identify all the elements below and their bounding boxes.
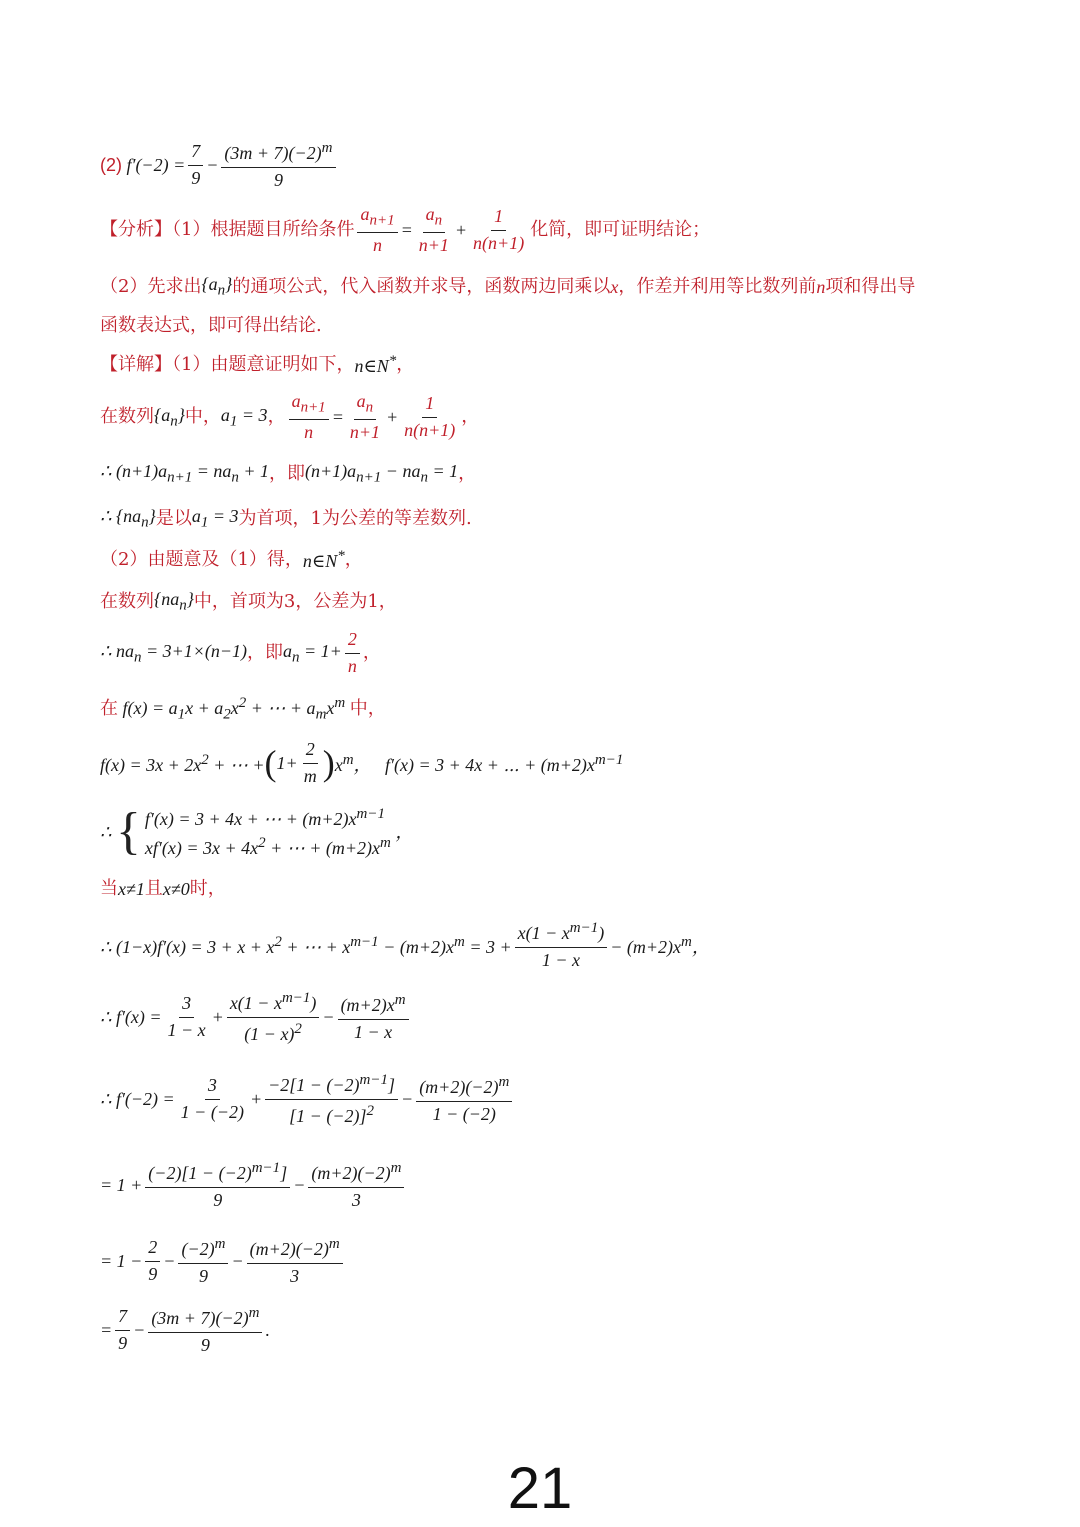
detail-line-6: 在数列 $\{na_n\}$ 中，首项为3，公差为1， [100,589,397,614]
detail-line-3: ∴ $(n+1)a_{n+1} = na_n + 1$ ，即 $(n+1)a_{n+1} - na_n = 1$ ， [100,461,477,486]
detail-line-10: ∴ { f′(x) = 3 + 4x + ⋯ + $(m+2)x^{m-1}$ $xf'(x) = 3x + 4x^2$ + ⋯ + $(m+2)x^m$ ， [100,803,414,860]
analysis-line-1: 【分析】（1）根据题目所给条件 $\frac{a_{n+1}}{n}$ = $\frac{a_n}{n+1}$ + $\frac{1}{n(n+1)}$ 化简，即可证明结论； [100,204,711,256]
detail-line-9: $f(x) = 3x + 2x^2$ + ⋯ + ( 1+ $\frac{2}{m}$ ) $x^m$， f′(x) = 3 + 4x + ⋯ + $(m+2)x^{m-1}$ [100,739,624,786]
analysis-line-2: （2）先求出 $\{a_n\}$ 的通项公式，代入函数并求导，函数两边同乘以 x ，作差并利用等比数列前 n 项和得出导 [100,274,916,299]
detail-line-14: ∴ f′(−2) = $\frac{3}{1 - (-2)}$ + $\frac{-2[1 - (-2)^{m-1}]}{[1 - (-2)]^2}$ − $\frac{(m+2)(-2)^m}{1 - (-2)}$ [100,1072,515,1127]
detail-line-11: 当 x≠1 且 x≠0 时， [100,878,226,899]
detail-line-12: ∴ $(1-x)f'(x) = 3 + x + x^2$ + ⋯ + $x^{m-1} - (m+2)x^m = 3$ + $\frac{x(1 - x^{m-1})}{1 - x}$ − $(m+2)x^m$， [100,920,710,970]
detail-line-15: = 1 + $\frac{(-2)[1 - (-2)^{m-1}]}{9}$ − $\frac{(m+2)(-2)^m}{3}$ [100,1160,407,1211]
detail-line-13: ∴ f′(x) = $\frac{3}{1 - x}$ + $\frac{x(1 - x^{m-1})}{(1 - x)^2}$ − $\frac{(m+2)x^m}{1 - x}$ [100,990,412,1045]
analysis-line-3: 函数表达式，即可得出结论. [100,315,322,336]
detail-line-4: ∴ $\{na_n\}$ 是以 $a_1 = 3$ 为首项，1为公差的等差数列. [100,506,472,531]
detail-line-5: （2）由题意及（1）得， n∈N* ， [100,548,363,571]
answer-part2-line: (2) f′(−2) = $\frac{7}{9}$ − $\frac{(3m + 7)(-2)^m}{9}$ [100,140,339,191]
detail-line-16: = 1 − $\frac{2}{9}$ − $\frac{(-2)^m}{9}$ − $\frac{(m+2)(-2)^m}{3}$ [100,1236,346,1287]
detail-line-7: ∴ $na_n = 3+1\times(n-1)$ ，即 $a_n = 1+$ $\frac{2}{n}$ ， [100,629,381,676]
detail-line-1: 【详解】（1）由题意证明如下， n∈N* ， [100,353,415,376]
detail-line-2: 在数列 $\{a_n\}$ 中， $a_1 = 3$ ， $\frac{a_{n+1}}{n}$ = $\frac{a_n}{n+1}$ + $\frac{1}{n(n+1)}$ ， [100,391,480,443]
detail-line-17: = $\frac{7}{9}$ − $\frac{(3m + 7)(-2)^m}{9}$ . [100,1305,270,1355]
page-number: 21 [507,1456,573,1521]
detail-line-8: 在 $f(x) = a_1x + a_2x^2$ + ⋯ + $a_mx^m$ 中， [100,695,386,723]
